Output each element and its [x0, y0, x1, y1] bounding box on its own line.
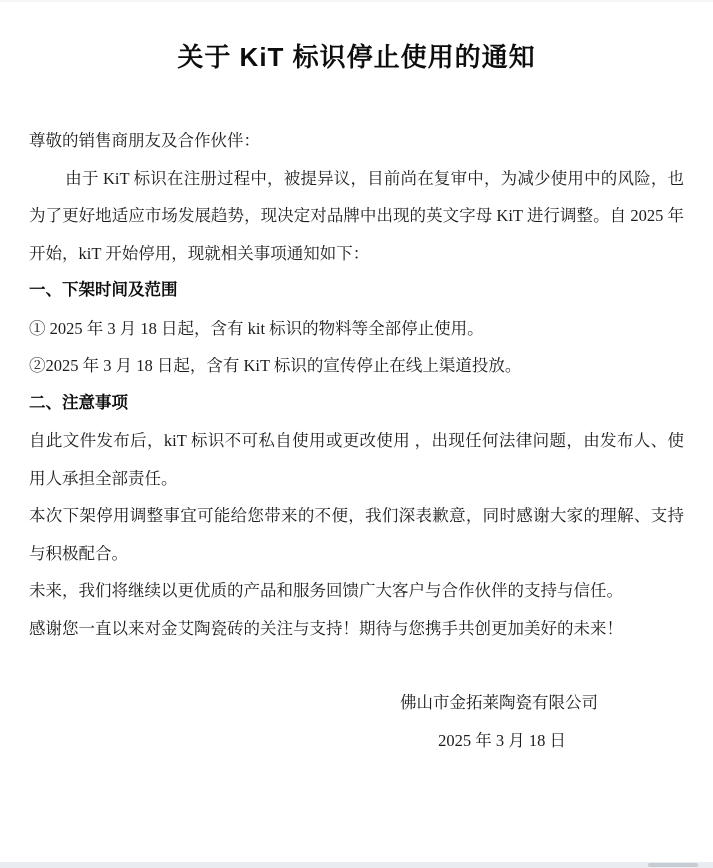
section1-heading: 一、下架时间及范围 [29, 281, 178, 299]
section2-heading: 二、注意事项 [29, 393, 128, 412]
signature-company: 佛山市金拓莱陶瓷有限公司 [400, 693, 598, 712]
section1-item2: ②2025 年 3 月 18 日起，含有 KiT 标识的宣传停止在线上渠道投放。 [29, 356, 522, 375]
intro-paragraph: 由于 KiT 标识在注册过程中，被提异议，目前尚在复审中，为减少使用中的风险，也为了更好地适应市场发展趋势，现决定对品牌中出现的英文字母 KiT 进行调整。自 2025 年开始，kiT 开始停用，现就相关事项通知如下： [29, 168, 684, 263]
document-title: 关于 KiT 标识停止使用的通知 [177, 42, 536, 72]
signature-date: 2025 年 3 月 18 日 [438, 730, 566, 750]
section2-paragraph1: 自此文件发布后，kiT 标识不可私自使用或更改使用 ，出现任何法律问题，由发布人、使用人承担全部责任。 [29, 431, 684, 488]
notice-document [0, 40, 713, 759]
signature-block [29, 684, 684, 759]
horizontal-scrollbar[interactable] [0, 862, 713, 868]
section2-paragraph4: 感谢您一直以来对金艾陶瓷砖的关注与支持！期待与您携手共创更加美好的未来！ [29, 618, 623, 638]
section2-paragraph2: 本次下架停用调整事宜可能给您带来的不便，我们深表歉意，同时感谢大家的理解、支持与积极配合。 [29, 506, 684, 563]
section2-paragraph3: 未来，我们将继续以更优质的产品和服务回馈广大客户与合作伙伴的支持与信任。 [29, 581, 623, 600]
salutation: 尊敬的销售商朋友及合作伙伴： [29, 131, 260, 150]
section1-item1: ① 2025 年 3 月 18 日起，含有 kit 标识的物料等全部停止使用。 [29, 318, 484, 338]
horizontal-scrollbar-thumb[interactable] [648, 863, 698, 867]
